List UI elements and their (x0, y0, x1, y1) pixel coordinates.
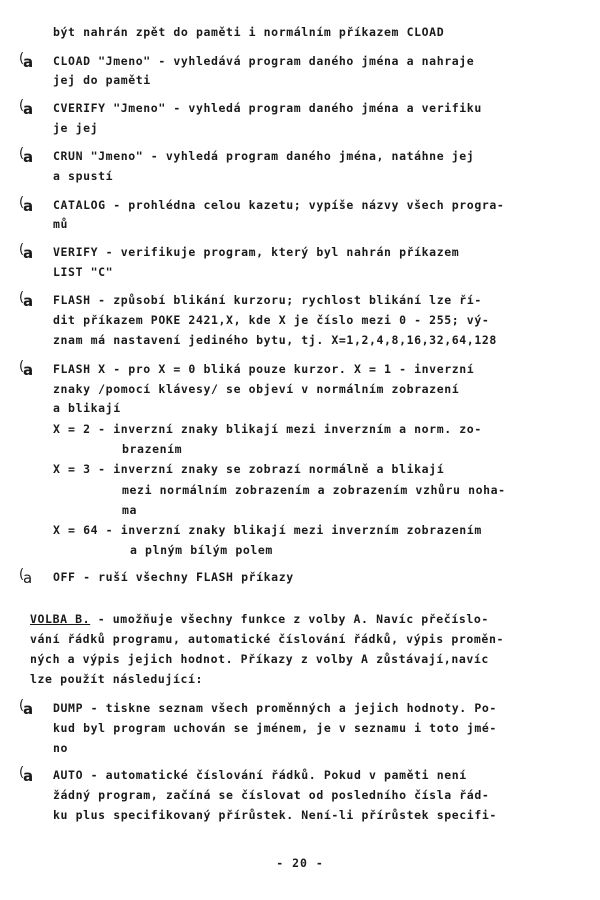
bullet-a-icon: ( a (19, 567, 33, 587)
text-line: a blikají (53, 401, 121, 415)
text-line: žádný program, začíná se číslovat od posledního čísla řád- (53, 788, 490, 802)
bullet-a-icon: ( a (19, 195, 34, 215)
page-number: - 20 - (276, 856, 324, 870)
bullet-a-icon: ( a (19, 146, 34, 166)
section-heading: VOLBA B. (30, 612, 91, 626)
text-line: a spustí (53, 169, 114, 183)
text-line: AUTO - automatické číslování řádků. Pokud v paměti není (53, 768, 467, 782)
text-line: X = 2 - inverzní znaky blikají mezi inverzním a norm. zo- (53, 422, 482, 436)
text-line: X = 3 - inverzní znaky se zobrazí normálně a blikají (53, 462, 445, 476)
bullet-a-icon: ( a (19, 51, 34, 71)
text-line: FLASH - způsobí blikání kurzoru; rychlost blikání lze ří- (53, 293, 482, 307)
text-line: CLOAD "Jmeno" - vyhledává program daného jména a nahraje (53, 54, 475, 68)
text-line: CRUN "Jmeno" - vyhledá program daného jména, natáhne jej (53, 149, 475, 163)
bullet-a-icon: ( a (19, 242, 34, 262)
bullet-a-icon: ( a (19, 290, 34, 310)
bullet-a-icon: ( a (19, 698, 34, 718)
text-line: mů (53, 217, 69, 231)
text-line: vání řádků programu, automatické číslování řádků, výpis proměn- (30, 632, 504, 646)
text-line: dit příkazem POKE 2421,X, kde X je číslo mezi 0 - 255; vý- (53, 313, 490, 327)
text-line: brazením (122, 442, 183, 456)
text-line: VERIFY - verifikuje program, který byl nahrán příkazem (53, 245, 460, 259)
bullet-a-icon: ( a (19, 359, 34, 379)
text-line: být nahrán zpět do paměti i normálním příkazem CLOAD (53, 25, 445, 39)
text-line: ku plus specifikovaný přírůstek. Není-li přírůstek specifi- (53, 808, 497, 822)
text-line: ma (122, 503, 138, 517)
text-span: - umožňuje všechny funkce z volby A. Navíc přečíslo- (90, 612, 489, 626)
text-line: CVERIFY "Jmeno" - vyhledá program daného jména a verifiku (53, 101, 482, 115)
text-line: jej do paměti (53, 73, 151, 87)
text-line: FLASH X - pro X = 0 bliká pouze kurzor. X = 1 - inverzní (53, 362, 475, 376)
text-line: CATALOG - prohlédna celou kazetu; vypíše názvy všech progra- (53, 198, 505, 212)
text-line: znam má nastavení jediného bytu, tj. X=1,2,4,8,16,32,64,128 (53, 333, 497, 347)
text-line: LIST "C" (53, 265, 114, 279)
paragraph-line (30, 612, 489, 626)
text-line: mezi normálním zobrazením a zobrazením vzhůru noha- (122, 483, 506, 497)
text-line: ných a výpis jejich hodnot. Příkazy z volby A zůstávají,navíc (30, 652, 489, 666)
text-line: DUMP - tiskne seznam všech proměnných a jejich hodnoty. Po- (53, 701, 497, 715)
bullet-a-icon: ( a (19, 765, 34, 785)
text-line: lze použít následující: (30, 672, 204, 686)
text-line: znaky /pomocí klávesy/ se objeví v normálním zobrazení (53, 382, 460, 396)
bullet-a-icon: ( a (19, 98, 34, 118)
text-line: no (53, 741, 69, 755)
text-line: X = 64 - inverzní znaky blikají mezi inverzním zobrazením (53, 523, 482, 537)
text-line: OFF - ruší všechny FLASH příkazy (53, 570, 294, 584)
text-line: a plným bílým polem (130, 543, 273, 557)
text-line: je jej (53, 121, 99, 135)
text-line: kud byl program uchován se jménem, je v seznamu i toto jmé- (53, 721, 497, 735)
